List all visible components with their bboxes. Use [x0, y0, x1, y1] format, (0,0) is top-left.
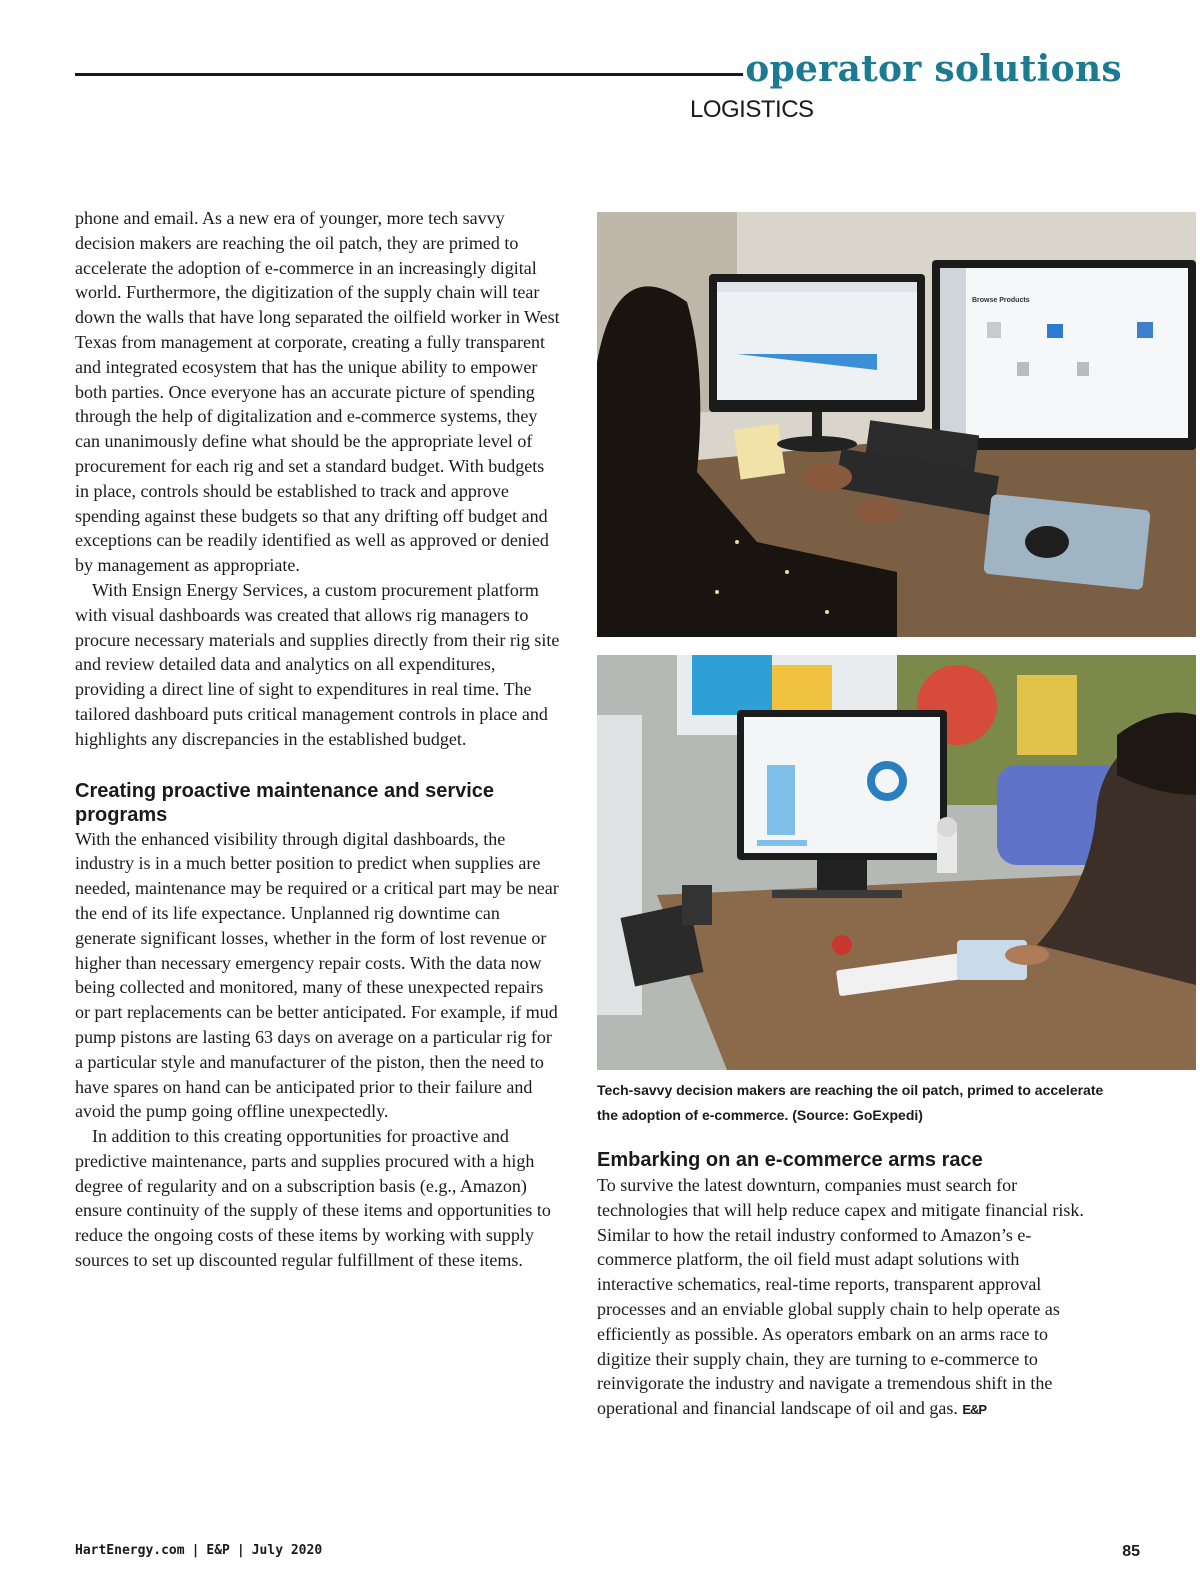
header-rule — [75, 73, 743, 76]
left-column — [75, 206, 561, 1273]
photo-woman-illustration — [597, 212, 1196, 637]
figure-caption: Tech-savvy decision makers are reaching the oil patch, primed to accelerate the adoption of e-commerce. (Source: GoExpedi) — [597, 1082, 1104, 1123]
article-paragraph: phone and email. As a new era of younger, more tech savvy decision makers are reaching the oil patch, they are primed to accelerate the adoption of e-commerce in an increasingly digital world. Furthermore, the digitization of the supply chain will tear down the walls that have long separated the oilfield worker in West Texas from management at corporate, creating a fully transparent and integrated ecosystem that has the unique ability to empower both parties. Once everyone has an accurate picture of spending through the help of digitalization and e-commerce systems, they can unanimously define what should be the appropriate level of procurement for each rig and set a standard budget. With budgets in place, controls should be established to track and approve spending against these budgets so that any drifting off budget and exceptions can be readily identified as well as approved or denied by management as appropriate. — [75, 208, 560, 576]
article-text: To survive the latest downturn, companies must search for technologies that will help reduce capex and mitigate financial risk. Similar to how the retail industry conformed to Amazon’s e-commerce platform, the oil field must adapt solutions with interactive schematics, real-time reports, transparent approval processes and an enviable global supply chain to help operate as efficiently as possible. As operators embark on an arms race to digitize their supply chain, they are turning to e-commerce to reinvigorate the industry and navigate a tremendous shift in the operational and financial landscape of oil and gas. — [597, 1175, 1084, 1419]
section-title: operator solutions — [745, 48, 1122, 90]
footer-publication: E&P — [206, 1543, 230, 1558]
subheading: Creating proactive maintenance and service programs — [75, 779, 495, 826]
page-number: 85 — [1122, 1543, 1140, 1560]
section-subtitle: LOGISTICS — [690, 96, 814, 123]
footer: HartEnergy.com | E&P | July 2020 — [75, 1543, 323, 1558]
photo-man-at-desk — [597, 655, 1196, 1070]
footer-site: HartEnergy.com — [75, 1543, 185, 1558]
right-column — [597, 1148, 1087, 1423]
subheading: Embarking on an e-commerce arms race — [597, 1149, 983, 1171]
photo-man-illustration — [597, 655, 1196, 1070]
article-paragraph: In addition to this creating opportunities for proactive and predictive maintenance, parts and supplies procured with a high degree of regularity and on a subscription basis (e.g., Amazon) ensure continuity of the supply of these items and opportunities to reduce the ongoing costs of these items by working with supply sources to set up discounted regular fulfillment of these items. — [75, 1126, 551, 1271]
article-paragraph: With the enhanced visibility through digital dashboards, the industry is in a much better position to predict when supplies are needed, maintenance may be required or a critical part may be near the end of its life expectance. Unplanned rig downtime can generate significant losses, whether in the form of lost revenue or higher than necessary emergency repair costs. With the data now being collected and monitored, many of these unexpected repairs or part replacements can be better anticipated. For example, if mud pump pistons are lasting 63 days on average on a particular rig for a particular style and manufacturer of the piston, then the need to have spares on hand can be anticipated prior to their failure and avoid the pump going offline unexpectedly. — [75, 828, 559, 1122]
ep-end-mark: E&P — [962, 1402, 987, 1418]
article-paragraph: With Ensign Energy Services, a custom procurement platform with visual dashboards was created that allows rig managers to procure necessary materials and supplies directly from their rig site and review detailed data and analytics on all expenditures, providing a direct line of sight to expenditures in real time. The tailored dashboard puts critical management controls in place and highlights any discrepancies in the established budget. — [75, 579, 560, 749]
footer-date: July 2020 — [251, 1543, 323, 1558]
photo-screen-title: Browse Products — [972, 297, 1030, 304]
photo-woman-at-computer — [597, 212, 1196, 637]
article-paragraph — [597, 1173, 1087, 1423]
